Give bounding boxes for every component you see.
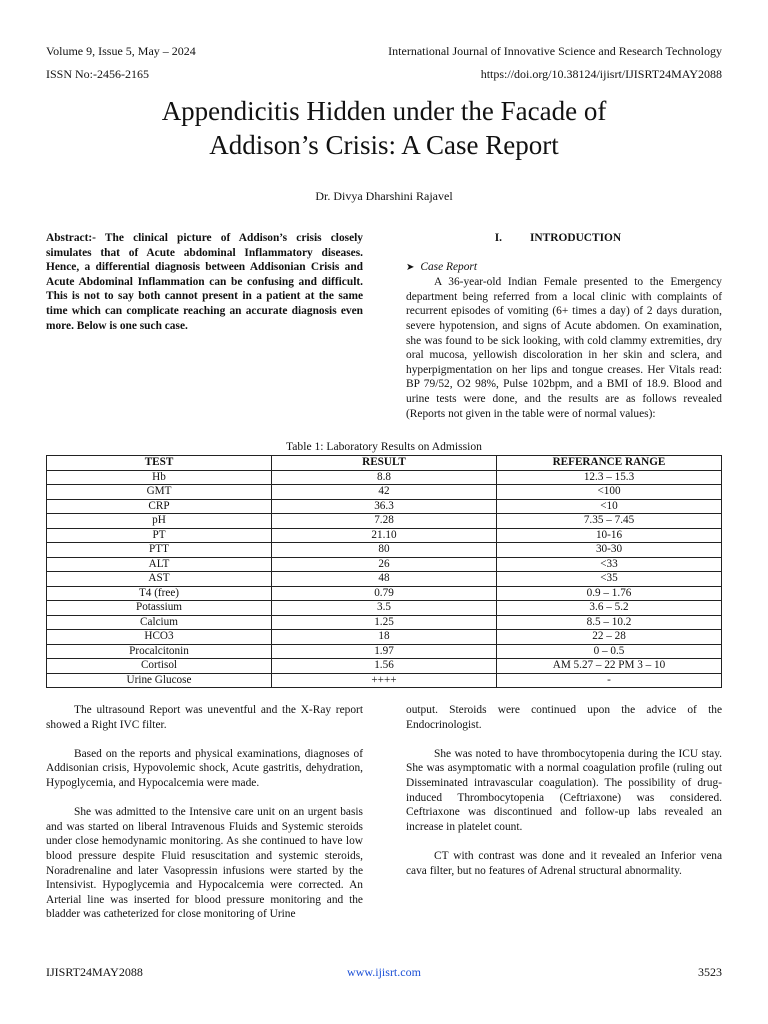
table-cell: 36.3 bbox=[272, 499, 497, 514]
table-cell: 0.79 bbox=[272, 586, 497, 601]
page-title bbox=[0, 94, 768, 162]
paragraph: The ultrasound Report was uneventful and the X-Ray report showed a Right IVC filter. bbox=[46, 704, 363, 731]
header-volume: Volume 9, Issue 5, May – 2024 bbox=[46, 44, 196, 58]
table-cell: <10 bbox=[497, 499, 722, 514]
table-cell: AM 5.27 – 22 PM 3 – 10 bbox=[497, 659, 722, 674]
table-cell: Cortisol bbox=[47, 659, 272, 674]
footer-id: IJISRT24MAY2088 bbox=[46, 965, 143, 979]
table-cell: 48 bbox=[272, 572, 497, 587]
author-name: Dr. Divya Dharshini Rajavel bbox=[315, 189, 453, 203]
table-row bbox=[47, 499, 722, 514]
table-cell: ALT bbox=[47, 557, 272, 572]
section-heading bbox=[406, 231, 722, 246]
paragraph: output. Steroids were continued upon the advice of the Endocrinologist. bbox=[406, 704, 722, 731]
table-cell: GMT bbox=[47, 485, 272, 500]
introduction-section bbox=[406, 231, 722, 421]
table-cell: <35 bbox=[497, 572, 722, 587]
table-cell: <33 bbox=[497, 557, 722, 572]
table-cell: Procalcitonin bbox=[47, 644, 272, 659]
table-cell: T4 (free) bbox=[47, 586, 272, 601]
paragraph: She was admitted to the Intensive care unit on an urgent basis and was started on liberal Intravenous Fluids and Systemic steroids under close hemodynamic monitoring. As she continued to have low blood pressure despite Fluid resuscitation and systemic steroids, Noradrenaline and later Vasopressin infusions were started by the Intensivist. Hypoglycemia and Hypocalcemia were corrected. An Arterial line was inserted for blood pressure monitoring and the bladder was catheterized for close monitoring of Urine bbox=[46, 806, 363, 921]
table-cell: 1.97 bbox=[272, 644, 497, 659]
table-row bbox=[47, 586, 722, 601]
table-cell: Hb bbox=[47, 470, 272, 485]
table-cell: 0.9 – 1.76 bbox=[497, 586, 722, 601]
table-cell: 30-30 bbox=[497, 543, 722, 558]
table-cell: ++++ bbox=[272, 673, 497, 688]
table-cell: AST bbox=[47, 572, 272, 587]
case-report-label: Case Report bbox=[420, 260, 478, 273]
table-cell: 1.56 bbox=[272, 659, 497, 674]
header-doi[interactable]: https://doi.org/10.38124/ijisrt/IJISRT24MAY2088 bbox=[480, 67, 722, 81]
table-cell: 3.5 bbox=[272, 601, 497, 616]
abstract bbox=[46, 231, 363, 333]
column-header: TEST bbox=[47, 456, 272, 471]
table-cell: 1.25 bbox=[272, 615, 497, 630]
footer-website bbox=[0, 965, 768, 980]
table-row bbox=[47, 485, 722, 500]
left-column-text bbox=[46, 703, 363, 922]
table-row bbox=[47, 528, 722, 543]
table-cell: PT bbox=[47, 528, 272, 543]
arrow-bullet-icon: ➤ bbox=[406, 261, 415, 273]
table-body bbox=[47, 470, 722, 688]
table-row bbox=[47, 470, 722, 485]
table-row bbox=[47, 543, 722, 558]
table-row bbox=[47, 630, 722, 645]
table-cell: 21.10 bbox=[272, 528, 497, 543]
table-cell: 7.35 – 7.45 bbox=[497, 514, 722, 529]
table-cell: 22 – 28 bbox=[497, 630, 722, 645]
lab-results-table bbox=[46, 455, 722, 688]
website-link[interactable]: www.ijisrt.com bbox=[347, 965, 421, 979]
table-row bbox=[47, 572, 722, 587]
table-cell: PTT bbox=[47, 543, 272, 558]
case-report-subheading bbox=[406, 260, 722, 276]
title-line-1: Appendicitis Hidden under the Facade of bbox=[161, 96, 607, 126]
table-cell: 80 bbox=[272, 543, 497, 558]
paragraph: CT with contrast was done and it revealed an Inferior vena cava filter, but no features of Adrenal structural abnormality. bbox=[406, 849, 722, 877]
table-row bbox=[47, 659, 722, 674]
header-journal: International Journal of Innovative Science and Research Technology bbox=[388, 44, 722, 58]
table-cell: 8.8 bbox=[272, 470, 497, 485]
title-line-2: Addison’s Crisis: A Case Report bbox=[209, 130, 559, 160]
table-cell: 12.3 – 15.3 bbox=[497, 470, 722, 485]
table-cell: 10-16 bbox=[497, 528, 722, 543]
table-cell: - bbox=[497, 673, 722, 688]
table-header-row bbox=[47, 456, 722, 471]
page-number: 3523 bbox=[698, 965, 722, 979]
section-number: I. bbox=[494, 232, 502, 244]
column-header: RESULT bbox=[272, 456, 497, 471]
header-issn: ISSN No:-2456-2165 bbox=[46, 67, 150, 81]
table-row bbox=[47, 644, 722, 659]
table-cell: 0 – 0.5 bbox=[497, 644, 722, 659]
table-row bbox=[47, 514, 722, 529]
table-cell: Calcium bbox=[47, 615, 272, 630]
table-cell: 3.6 – 5.2 bbox=[497, 601, 722, 616]
table-caption: Table 1: Laboratory Results on Admission bbox=[286, 440, 482, 453]
table-cell: 26 bbox=[272, 557, 497, 572]
table-cell: Urine Glucose bbox=[47, 673, 272, 688]
table-row bbox=[47, 601, 722, 616]
table-row bbox=[47, 615, 722, 630]
table-cell: HCO3 bbox=[47, 630, 272, 645]
table-cell: 7.28 bbox=[272, 514, 497, 529]
table-row bbox=[47, 557, 722, 572]
table-row bbox=[47, 673, 722, 688]
right-column-text bbox=[406, 703, 722, 878]
table-cell: 42 bbox=[272, 485, 497, 500]
table-cell: CRP bbox=[47, 499, 272, 514]
intro-paragraph: A 36-year-old Indian Female presented to the Emergency department being referred from a local clinic with complaints of recurrent episodes of vomiting (6+ times a day) of 2 days duration, severe hypotension, and signs of Acute abdomen. On examination, she was found to be sick looking, with cold clammy extremities, dry oral mucosa, yellowish discoloration in her skin and sclera, and hyperpigmentation on her lips and tongue creases. Her Vitals read: BP 79/52, O2 98%, Pulse 102bpm, and a BMI of 18.9. Blood and urine tests were done, and the results are as follows revealed (Reports not given in the table were of normal values): bbox=[406, 276, 722, 420]
table-cell: <100 bbox=[497, 485, 722, 500]
table-cell: pH bbox=[47, 514, 272, 529]
paragraph: She was noted to have thrombocytopenia during the ICU stay. She was asymptomatic with a normal coagulation profile (ruling out Disseminated intravascular coagulation). The possibility of drug-induced Thrombocytopenia (Ceftriaxone) was considered. Ceftriaxone was discontinued and follow-up labs revealed an increase in platelet count. bbox=[406, 747, 722, 833]
table-cell: 8.5 – 10.2 bbox=[497, 615, 722, 630]
abstract-text: Abstract:- The clinical picture of Addison’s crisis closely simulates that of Acute abdominal Inflammatory diseases. Hence, a differential diagnosis between Addisonian Crisis and Acute Abdominal Inflammation can be confusing and difficult. This is not to say both cannot present in a patient at the same time which can complicate reaching an accurate diagnosis even more. Below is one such case. bbox=[46, 232, 363, 332]
table-cell: 18 bbox=[272, 630, 497, 645]
section-title: INTRODUCTION bbox=[530, 232, 622, 244]
table-cell: Potassium bbox=[47, 601, 272, 616]
paragraph: Based on the reports and physical examinations, diagnoses of Addisonian crisis, Hypovolemic shock, Acute gastritis, dehydration, Hypoglycemia, and Hypocalcemia were made. bbox=[46, 747, 363, 789]
column-header: REFERANCE RANGE bbox=[497, 456, 722, 471]
